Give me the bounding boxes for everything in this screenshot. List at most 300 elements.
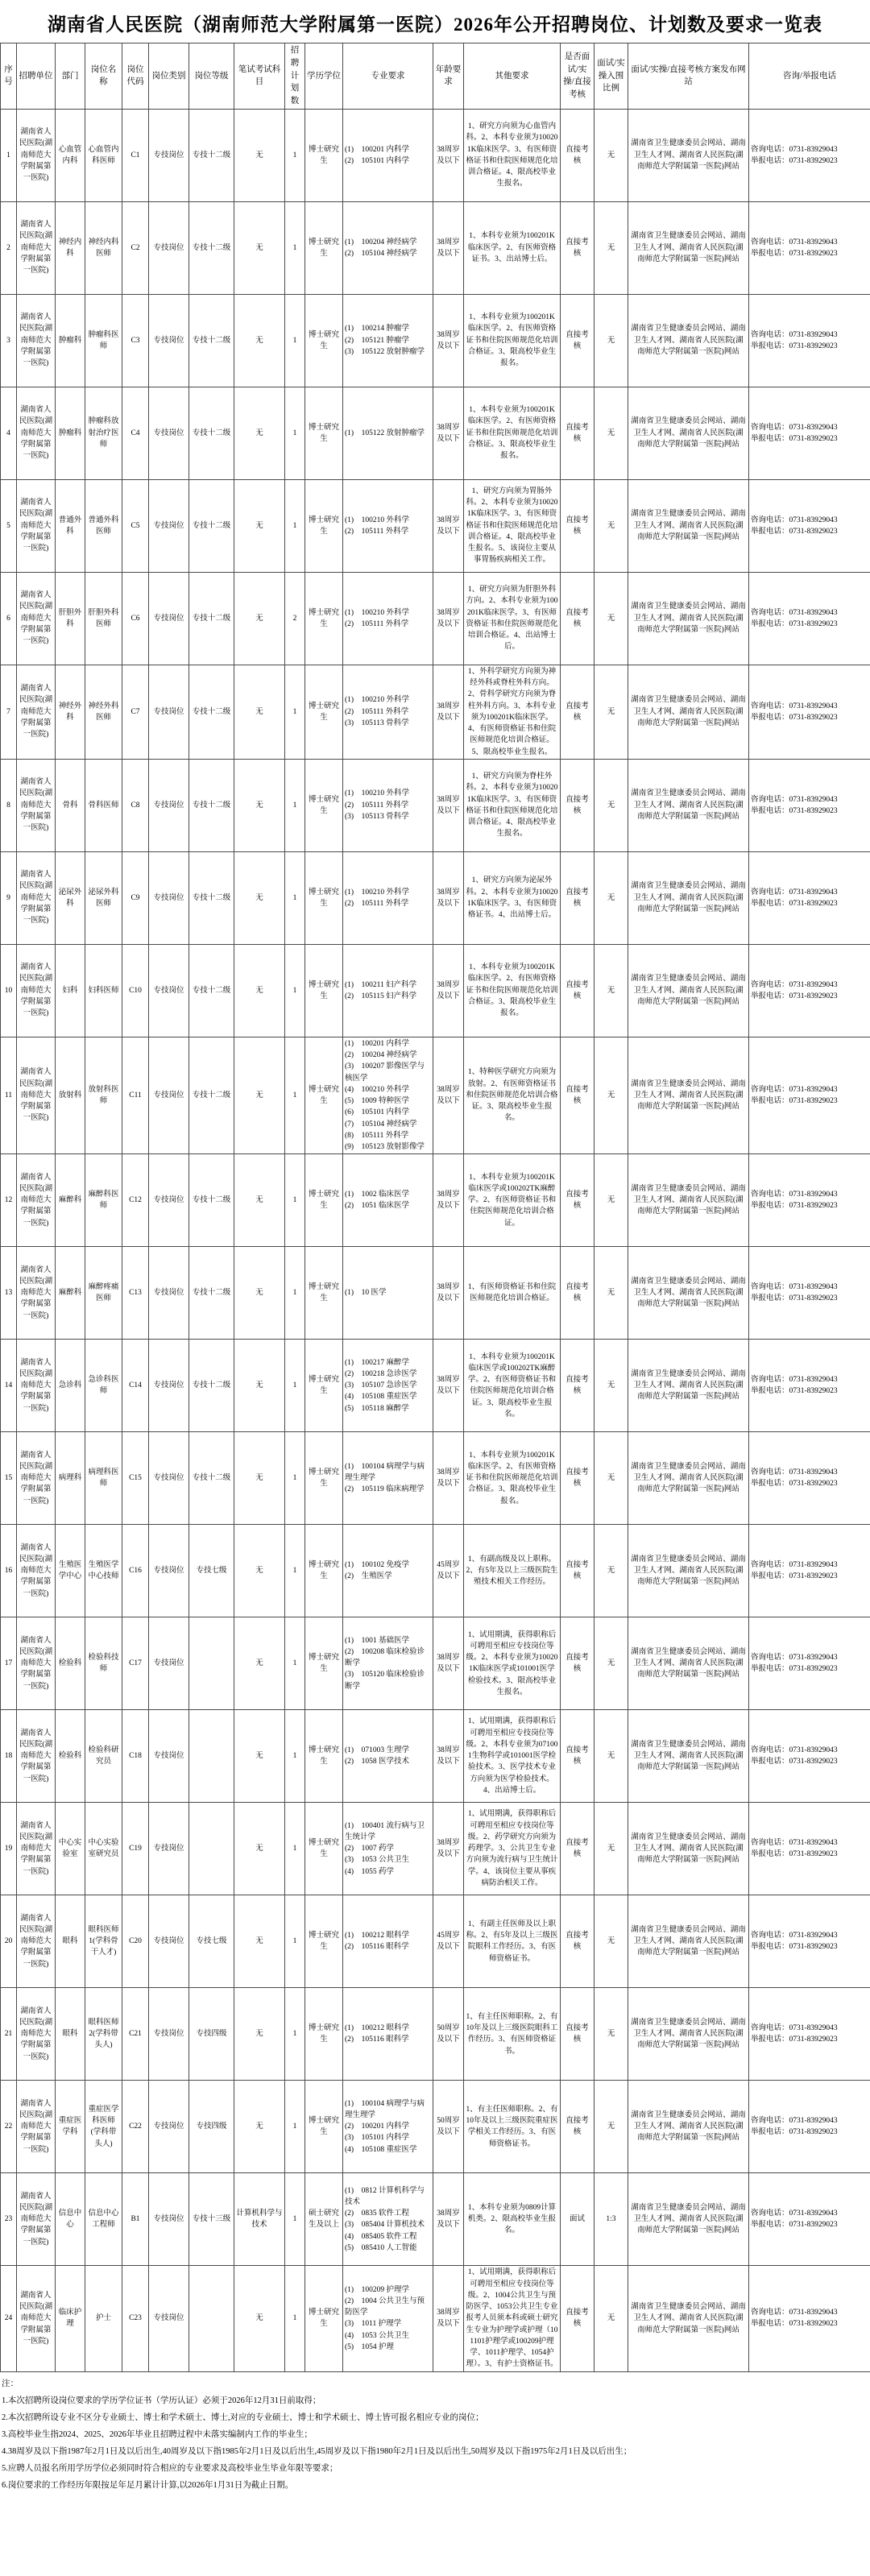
cell-phone: 咨询电话：0731-83929043 举报电话：0731-83929023 (749, 1525, 870, 1617)
col-other-req: 其他要求 (464, 43, 561, 110)
cell-majors: (1) 071003 生理学 (2) 1058 医学技术 (343, 1710, 433, 1803)
cell-grade (189, 1710, 234, 1803)
note-line: 1.本次招聘所设岗位要求的学历学位证书（学历认证）必须于2026年12月31日前取得； (2, 2396, 321, 2405)
cell-plan-count: 1 (285, 1988, 305, 2081)
cell-category: 专技岗位 (149, 2173, 189, 2266)
cell-assessment: 直接考核 (561, 759, 594, 851)
table-row (1, 2266, 870, 2371)
cell-plan-count: 1 (285, 1710, 305, 1803)
cell-age: 38周岁及以下 (433, 1710, 464, 1803)
cell-written-exam: 无 (234, 1525, 285, 1617)
cell-phone: 咨询电话：0731-83929043 举报电话：0731-83929023 (749, 1247, 870, 1340)
cell-dept: 急诊科 (56, 1340, 85, 1432)
cell-plan-count: 1 (285, 294, 305, 387)
cell-ratio: 无 (594, 1340, 628, 1432)
cell-category: 专技岗位 (149, 572, 189, 665)
cell-no: 5 (1, 479, 17, 572)
cell-assessment: 直接考核 (561, 1803, 594, 1895)
cell-post-name: 肝胆外科医师 (85, 572, 122, 665)
cell-category: 专技岗位 (149, 201, 189, 294)
cell-majors: (1) 100211 妇产科学 (2) 105115 妇产科学 (343, 944, 433, 1037)
cell-phone: 咨询电话：0731-83929043 举报电话：0731-83929023 (749, 2173, 870, 2266)
cell-plan-count: 1 (285, 479, 305, 572)
cell-ratio: 无 (594, 109, 628, 201)
job-table-body (1, 109, 870, 2371)
footnotes (0, 2372, 870, 2502)
cell-grade: 专技十二级 (189, 294, 234, 387)
cell-post-code: C1 (122, 109, 149, 201)
cell-phone: 咨询电话：0731-83929043 举报电话：0731-83929023 (749, 1988, 870, 2081)
cell-dept: 检验科 (56, 1617, 85, 1710)
cell-post-code: C20 (122, 1895, 149, 1988)
cell-grade: 专技七级 (189, 1895, 234, 1988)
cell-category: 专技岗位 (149, 944, 189, 1037)
cell-category: 专技岗位 (149, 1154, 189, 1247)
cell-degree: 博士研究生 (305, 1525, 343, 1617)
cell-age: 50周岁及以下 (433, 2081, 464, 2173)
col-assessment: 是否面试/实操/直接考核 (561, 43, 594, 110)
cell-ratio: 无 (594, 2266, 628, 2371)
cell-degree: 博士研究生 (305, 572, 343, 665)
cell-post-code: C9 (122, 851, 149, 944)
cell-written-exam: 无 (234, 665, 285, 759)
cell-dept: 眼科 (56, 1988, 85, 2081)
cell-written-exam: 无 (234, 1154, 285, 1247)
cell-phone: 咨询电话：0731-83929043 举报电话：0731-83929023 (749, 1154, 870, 1247)
cell-category: 专技岗位 (149, 1803, 189, 1895)
cell-other-req: 1、本科专业须为100201K临床医学。2、有医师资格证书和住院医师规范化培训合格证。3、限高校毕业生报名。 (464, 944, 561, 1037)
cell-phone: 咨询电话：0731-83929043 举报电话：0731-83929023 (749, 1432, 870, 1525)
cell-phone: 咨询电话：0731-83929043 举报电话：0731-83929023 (749, 294, 870, 387)
cell-other-req: 1、本科专业须为100201K临床医学或100202TK麻醉学。2、有医师资格证书和住院医师规范化培训合格证。 (464, 1154, 561, 1247)
cell-website: 湖南省卫生健康委员会网站、湖南卫生人才网、湖南省人民医院(湖南师范大学附属第一医院)网站 (628, 2173, 749, 2266)
cell-dept: 中心实验室 (56, 1803, 85, 1895)
cell-written-exam: 无 (234, 572, 285, 665)
cell-degree: 博士研究生 (305, 759, 343, 851)
cell-no: 23 (1, 2173, 17, 2266)
table-row (1, 1803, 870, 1895)
cell-assessment: 直接考核 (561, 1037, 594, 1154)
cell-category: 专技岗位 (149, 1525, 189, 1617)
cell-employer: 湖南省人民医院(湖南师范大学附属第一医院) (17, 1710, 56, 1803)
cell-ratio: 无 (594, 1617, 628, 1710)
cell-age: 38周岁及以下 (433, 1617, 464, 1710)
cell-majors: (1) 100210 外科学 (2) 105111 外科学 (3) 105113 骨科学 (343, 759, 433, 851)
cell-dept: 骨科 (56, 759, 85, 851)
cell-no: 6 (1, 572, 17, 665)
cell-other-req: 1、研究方向须为肝胆外科方向。2、本科专业须为100201K临床医学。3、有医师资格证书和住院医师规范化培训合格证。4、出站博士后。 (464, 572, 561, 665)
cell-other-req: 1、特种医学研究方向须为放射。2、有医师资格证书和住院医师规范化培训合格证。3、限高校毕业生报名。 (464, 1037, 561, 1154)
cell-assessment: 直接考核 (561, 2266, 594, 2371)
cell-majors: (1) 100201 内科学 (2) 100204 神经病学 (3) 100207 影像医学与核医学 (4) 100210 外科学 (5) 1009 特种医学 (6) 105101 内科学 (7) 105104 神经病学 (8) 105111 外科学 (9) 105123 放射影像学 (343, 1037, 433, 1154)
cell-assessment: 直接考核 (561, 851, 594, 944)
cell-dept: 妇科 (56, 944, 85, 1037)
cell-dept: 普通外科 (56, 479, 85, 572)
cell-phone: 咨询电话：0731-83929043 举报电话：0731-83929023 (749, 201, 870, 294)
cell-dept: 眼科 (56, 1895, 85, 1988)
cell-assessment: 直接考核 (561, 2081, 594, 2173)
cell-grade: 专技十二级 (189, 1340, 234, 1432)
cell-no: 20 (1, 1895, 17, 1988)
cell-plan-count: 1 (285, 944, 305, 1037)
cell-category: 专技岗位 (149, 294, 189, 387)
cell-dept: 生殖医学中心 (56, 1525, 85, 1617)
cell-grade: 专技十二级 (189, 851, 234, 944)
cell-dept: 信息中心 (56, 2173, 85, 2266)
cell-assessment: 直接考核 (561, 201, 594, 294)
cell-phone: 咨询电话：0731-83929043 举报电话：0731-83929023 (749, 572, 870, 665)
cell-ratio: 无 (594, 1525, 628, 1617)
cell-ratio: 无 (594, 479, 628, 572)
cell-no: 9 (1, 851, 17, 944)
cell-written-exam: 无 (234, 1432, 285, 1525)
cell-no: 24 (1, 2266, 17, 2371)
cell-dept: 心血管内科 (56, 109, 85, 201)
cell-other-req: 1、本科专业须为100201K临床医学。2、有医师资格证书和住院医师规范化培训合格证。3、限高校毕业生报名。 (464, 387, 561, 479)
cell-employer: 湖南省人民医院(湖南师范大学附属第一医院) (17, 201, 56, 294)
cell-website: 湖南省卫生健康委员会网站、湖南卫生人才网、湖南省人民医院(湖南师范大学附属第一医院)网站 (628, 572, 749, 665)
cell-majors: (1) 100212 眼科学 (2) 105116 眼科学 (343, 1895, 433, 1988)
cell-post-name: 检验科研究员 (85, 1710, 122, 1803)
cell-degree: 博士研究生 (305, 1710, 343, 1803)
cell-degree: 博士研究生 (305, 387, 343, 479)
cell-employer: 湖南省人民医院(湖南师范大学附属第一医院) (17, 851, 56, 944)
cell-employer: 湖南省人民医院(湖南师范大学附属第一医院) (17, 1803, 56, 1895)
cell-plan-count: 2 (285, 572, 305, 665)
cell-post-name: 眼科医师2(学科带头人) (85, 1988, 122, 2081)
cell-assessment: 直接考核 (561, 1988, 594, 2081)
cell-plan-count: 1 (285, 1617, 305, 1710)
cell-other-req: 1、研究方向须为脊柱外科。2、本科专业须为100201K临床医学。3、有医师资格证书和住院医师规范化培训合格证。4、限高校毕业生报名。 (464, 759, 561, 851)
cell-other-req: 1、本科专业须为100201K临床医学。2、有医师资格证书和住院医师规范化培训合格证。3、限高校毕业生报名。 (464, 294, 561, 387)
cell-assessment: 直接考核 (561, 387, 594, 479)
note-line: 5.应聘人员报名所用学历学位必须同时符合相应的专业要求及高校毕业生毕业年限等要求； (2, 2463, 338, 2473)
cell-ratio: 无 (594, 1803, 628, 1895)
cell-grade: 专技七级 (189, 1525, 234, 1617)
cell-written-exam: 无 (234, 387, 285, 479)
cell-degree: 博士研究生 (305, 1154, 343, 1247)
cell-grade: 专技十二级 (189, 1247, 234, 1340)
cell-plan-count: 1 (285, 2081, 305, 2173)
table-row (1, 851, 870, 944)
cell-employer: 湖南省人民医院(湖南师范大学附属第一医院) (17, 759, 56, 851)
cell-post-code: C19 (122, 1803, 149, 1895)
cell-written-exam: 无 (234, 1895, 285, 1988)
note-line: 2.本次招聘所设专业不区分专业硕士、博士和学术硕士、博士,对应的专业硕士、博士和学术硕士、博士皆可报名相应专业的岗位； (2, 2412, 484, 2422)
cell-website: 湖南省卫生健康委员会网站、湖南卫生人才网、湖南省人民医院(湖南师范大学附属第一医院)网站 (628, 294, 749, 387)
cell-ratio: 无 (594, 2081, 628, 2173)
cell-post-code: C17 (122, 1617, 149, 1710)
col-no: 序号 (1, 43, 17, 110)
col-plan-count: 招聘计划数 (285, 43, 305, 110)
cell-no: 19 (1, 1803, 17, 1895)
cell-post-name: 信息中心工程师 (85, 2173, 122, 2266)
cell-majors: (1) 100210 外科学 (2) 105111 外科学 (343, 479, 433, 572)
cell-phone: 咨询电话：0731-83929043 举报电话：0731-83929023 (749, 759, 870, 851)
cell-other-req: 1、试用期满，获得职称后可聘用至相应专技岗位等级。2、本科专业须为100201K临床医学或101001医学检验技术。3、限高校毕业生报名。 (464, 1617, 561, 1710)
col-majors: 专业要求 (343, 43, 433, 110)
cell-employer: 湖南省人民医院(湖南师范大学附属第一医院) (17, 1154, 56, 1247)
cell-post-name: 中心实验室研究员 (85, 1803, 122, 1895)
cell-dept: 肿瘤科 (56, 387, 85, 479)
cell-other-req: 1、研究方向须为心血管内科。2、本科专业须为100201K临床医学。3、有医师资格证书和住院医师规范化培训合格证。4、限高校毕业生报名。 (464, 109, 561, 201)
cell-category: 专技岗位 (149, 759, 189, 851)
cell-website: 湖南省卫生健康委员会网站、湖南卫生人才网、湖南省人民医院(湖南师范大学附属第一医院)网站 (628, 2081, 749, 2173)
cell-post-code: C8 (122, 759, 149, 851)
cell-plan-count: 1 (285, 109, 305, 201)
cell-plan-count: 1 (285, 1432, 305, 1525)
cell-assessment: 直接考核 (561, 1154, 594, 1247)
col-website: 面试/实操/直接考核方案发布网站 (628, 43, 749, 110)
col-phone: 咨询/举报电话 (749, 43, 870, 110)
cell-written-exam: 无 (234, 1710, 285, 1803)
cell-category: 专技岗位 (149, 2266, 189, 2371)
cell-plan-count: 1 (285, 201, 305, 294)
cell-post-name: 重症医学科医师(学科带头人) (85, 2081, 122, 2173)
cell-majors: (1) 100209 护理学 (2) 1004 公共卫生与预防医学 (3) 1011 护理学 (4) 1053 公共卫生 (5) 1054 护理 (343, 2266, 433, 2371)
cell-website: 湖南省卫生健康委员会网站、湖南卫生人才网、湖南省人民医院(湖南师范大学附属第一医院)网站 (628, 1803, 749, 1895)
cell-website: 湖南省卫生健康委员会网站、湖南卫生人才网、湖南省人民医院(湖南师范大学附属第一医院)网站 (628, 479, 749, 572)
col-ratio: 面试/实操入围比例 (594, 43, 628, 110)
cell-written-exam: 无 (234, 1617, 285, 1710)
cell-dept: 神经外科 (56, 665, 85, 759)
cell-degree: 博士研究生 (305, 109, 343, 201)
cell-age: 38周岁及以下 (433, 479, 464, 572)
table-row (1, 201, 870, 294)
cell-assessment: 直接考核 (561, 1340, 594, 1432)
cell-plan-count: 1 (285, 1803, 305, 1895)
cell-post-name: 心血管内科医师 (85, 109, 122, 201)
table-row (1, 1895, 870, 1988)
cell-written-exam: 无 (234, 479, 285, 572)
cell-degree: 博士研究生 (305, 294, 343, 387)
cell-dept: 肝胆外科 (56, 572, 85, 665)
cell-assessment: 直接考核 (561, 572, 594, 665)
cell-no: 4 (1, 387, 17, 479)
table-row (1, 1525, 870, 1617)
cell-no: 1 (1, 109, 17, 201)
cell-written-exam: 无 (234, 944, 285, 1037)
cell-age: 45周岁及以下 (433, 1895, 464, 1988)
cell-degree: 博士研究生 (305, 944, 343, 1037)
table-row (1, 109, 870, 201)
cell-website: 湖南省卫生健康委员会网站、湖南卫生人才网、湖南省人民医院(湖南师范大学附属第一医院)网站 (628, 2266, 749, 2371)
cell-assessment: 直接考核 (561, 1710, 594, 1803)
cell-majors: (1) 100102 免疫学 (2) 生殖医学 (343, 1525, 433, 1617)
cell-website: 湖南省卫生健康委员会网站、湖南卫生人才网、湖南省人民医院(湖南师范大学附属第一医院)网站 (628, 1525, 749, 1617)
cell-employer: 湖南省人民医院(湖南师范大学附属第一医院) (17, 479, 56, 572)
cell-written-exam: 无 (234, 294, 285, 387)
cell-post-code: C14 (122, 1340, 149, 1432)
cell-post-code: C15 (122, 1432, 149, 1525)
cell-ratio: 无 (594, 1154, 628, 1247)
col-grade: 岗位等级 (189, 43, 234, 110)
cell-degree: 博士研究生 (305, 1432, 343, 1525)
cell-ratio: 无 (594, 572, 628, 665)
table-row (1, 1154, 870, 1247)
cell-written-exam: 计算机科学与技术 (234, 2173, 285, 2266)
cell-no: 12 (1, 1154, 17, 1247)
cell-post-code: C5 (122, 479, 149, 572)
cell-written-exam: 无 (234, 2081, 285, 2173)
cell-no: 14 (1, 1340, 17, 1432)
cell-age: 38周岁及以下 (433, 294, 464, 387)
cell-post-name: 护士 (85, 2266, 122, 2371)
cell-degree: 博士研究生 (305, 1037, 343, 1154)
cell-employer: 湖南省人民医院(湖南师范大学附属第一医院) (17, 1988, 56, 2081)
cell-other-req: 1、本科专业须为100201K临床医学。2、有医师资格证书。3、出站博士后。 (464, 201, 561, 294)
cell-age: 38周岁及以下 (433, 759, 464, 851)
cell-age: 38周岁及以下 (433, 1340, 464, 1432)
table-row (1, 572, 870, 665)
cell-assessment: 直接考核 (561, 944, 594, 1037)
cell-plan-count: 1 (285, 759, 305, 851)
cell-category: 专技岗位 (149, 387, 189, 479)
cell-post-code: C7 (122, 665, 149, 759)
cell-post-name: 急诊科医师 (85, 1340, 122, 1432)
cell-plan-count: 1 (285, 1154, 305, 1247)
cell-age: 38周岁及以下 (433, 1432, 464, 1525)
cell-employer: 湖南省人民医院(湖南师范大学附属第一医院) (17, 944, 56, 1037)
cell-degree: 博士研究生 (305, 851, 343, 944)
cell-majors: (1) 100104 病理学与病理生理学 (2) 105119 临床病理学 (343, 1432, 433, 1525)
cell-employer: 湖南省人民医院(湖南师范大学附属第一医院) (17, 1340, 56, 1432)
cell-age: 38周岁及以下 (433, 572, 464, 665)
cell-plan-count: 1 (285, 1895, 305, 1988)
cell-category: 专技岗位 (149, 1247, 189, 1340)
cell-majors: (1) 100214 肿瘤学 (2) 105121 肿瘤学 (3) 105122 放射肿瘤学 (343, 294, 433, 387)
cell-post-code: C18 (122, 1710, 149, 1803)
cell-website: 湖南省卫生健康委员会网站、湖南卫生人才网、湖南省人民医院(湖南师范大学附属第一医院)网站 (628, 1340, 749, 1432)
cell-phone: 咨询电话：0731-83929043 举报电话：0731-83929023 (749, 1803, 870, 1895)
table-row (1, 1037, 870, 1154)
cell-age: 38周岁及以下 (433, 1154, 464, 1247)
col-category: 岗位类别 (149, 43, 189, 110)
cell-no: 18 (1, 1710, 17, 1803)
cell-employer: 湖南省人民医院(湖南师范大学附属第一医院) (17, 2081, 56, 2173)
cell-grade: 专技十二级 (189, 665, 234, 759)
cell-age: 38周岁及以下 (433, 2173, 464, 2266)
cell-phone: 咨询电话：0731-83929043 举报电话：0731-83929023 (749, 1340, 870, 1432)
cell-phone: 咨询电话：0731-83929043 举报电话：0731-83929023 (749, 944, 870, 1037)
cell-grade (189, 1803, 234, 1895)
cell-majors: (1) 1002 临床医学 (2) 1051 临床医学 (343, 1154, 433, 1247)
col-degree: 学历学位 (305, 43, 343, 110)
cell-plan-count: 1 (285, 387, 305, 479)
cell-category: 专技岗位 (149, 851, 189, 944)
cell-employer: 湖南省人民医院(湖南师范大学附属第一医院) (17, 1617, 56, 1710)
cell-ratio: 无 (594, 944, 628, 1037)
cell-ratio: 无 (594, 1895, 628, 1988)
cell-no: 16 (1, 1525, 17, 1617)
table-header (1, 43, 870, 110)
note-line: 4.38周岁及以下指1987年2月1日及以后出生,40周岁及以下指1985年2月1日及以后出生,45周岁及以下指1980年2月1日及以后出生,50周岁及以下指1975年2月1日及以后出生； (2, 2446, 632, 2456)
cell-post-name: 妇科医师 (85, 944, 122, 1037)
cell-dept: 肿瘤科 (56, 294, 85, 387)
cell-written-exam: 无 (234, 759, 285, 851)
cell-category: 专技岗位 (149, 1710, 189, 1803)
cell-dept: 麻醉科 (56, 1247, 85, 1340)
cell-employer: 湖南省人民医院(湖南师范大学附属第一医院) (17, 572, 56, 665)
cell-majors: (1) 105122 放射肿瘤学 (343, 387, 433, 479)
cell-no: 7 (1, 665, 17, 759)
cell-website: 湖南省卫生健康委员会网站、湖南卫生人才网、湖南省人民医院(湖南师范大学附属第一医院)网站 (628, 1617, 749, 1710)
cell-majors: (1) 100210 外科学 (2) 105111 外科学 (343, 851, 433, 944)
cell-employer: 湖南省人民医院(湖南师范大学附属第一医院) (17, 1037, 56, 1154)
cell-degree: 博士研究生 (305, 1247, 343, 1340)
cell-grade: 专技十三级 (189, 2173, 234, 2266)
cell-degree: 硕士研究生及以上 (305, 2173, 343, 2266)
cell-assessment: 直接考核 (561, 1895, 594, 1988)
cell-majors: (1) 100212 眼科学 (2) 105116 眼科学 (343, 1988, 433, 2081)
cell-category: 专技岗位 (149, 479, 189, 572)
cell-post-code: C22 (122, 2081, 149, 2173)
table-row (1, 479, 870, 572)
cell-website: 湖南省卫生健康委员会网站、湖南卫生人才网、湖南省人民医院(湖南师范大学附属第一医院)网站 (628, 1432, 749, 1525)
cell-written-exam: 无 (234, 201, 285, 294)
cell-assessment: 面试 (561, 2173, 594, 2266)
cell-no: 17 (1, 1617, 17, 1710)
cell-employer: 湖南省人民医院(湖南师范大学附属第一医院) (17, 2266, 56, 2371)
cell-majors: (1) 100201 内科学 (2) 105101 内科学 (343, 109, 433, 201)
cell-assessment: 直接考核 (561, 1617, 594, 1710)
cell-degree: 博士研究生 (305, 1340, 343, 1432)
cell-other-req: 1、有医师资格证书和住院医师规范化培训合格证。 (464, 1247, 561, 1340)
cell-grade: 专技十二级 (189, 944, 234, 1037)
cell-grade (189, 2266, 234, 2371)
cell-ratio: 无 (594, 1247, 628, 1340)
cell-grade: 专技四级 (189, 2081, 234, 2173)
cell-employer: 湖南省人民医院(湖南师范大学附属第一医院) (17, 1247, 56, 1340)
cell-dept: 重症医学科 (56, 2081, 85, 2173)
cell-no: 3 (1, 294, 17, 387)
cell-phone: 咨询电话：0731-83929043 举报电话：0731-83929023 (749, 109, 870, 201)
cell-category: 专技岗位 (149, 665, 189, 759)
cell-other-req: 1、试用期满，获得职称后可聘用至相应专技岗位等级。2、药学研究方向须为药理学。3、公共卫生专业方向须为流行病与卫生统计学。4、该岗位主要从事疾病防治相关工作。 (464, 1803, 561, 1895)
cell-phone: 咨询电话：0731-83929043 举报电话：0731-83929023 (749, 1895, 870, 1988)
cell-other-req: 1、本科专业须为100201K临床医学或100202TK麻醉学。2、有医师资格证书和住院医师规范化培训合格证。3、限高校毕业生报名。 (464, 1340, 561, 1432)
cell-age: 38周岁及以下 (433, 201, 464, 294)
cell-dept: 病理科 (56, 1432, 85, 1525)
cell-written-exam: 无 (234, 109, 285, 201)
cell-post-name: 眼科医师1(学科骨干人才) (85, 1895, 122, 1988)
cell-website: 湖南省卫生健康委员会网站、湖南卫生人才网、湖南省人民医院(湖南师范大学附属第一医院)网站 (628, 109, 749, 201)
table-row (1, 1617, 870, 1710)
cell-post-code: B1 (122, 2173, 149, 2266)
cell-phone: 咨询电话：0731-83929043 举报电话：0731-83929023 (749, 387, 870, 479)
page-title: 湖南省人民医院（湖南师范大学附属第一医院）2026年公开招聘岗位、计划数及要求一览表 (48, 14, 822, 35)
cell-post-name: 麻醉疼痛医师 (85, 1247, 122, 1340)
cell-plan-count: 1 (285, 2266, 305, 2371)
cell-age: 38周岁及以下 (433, 2266, 464, 2371)
cell-other-req: 1、外科学研究方向须为神经外科或脊柱外科方向。2、骨科学研究方向须为脊柱外科方向。3、本科专业须为100201K临床医学。4、有医师资格证书和住院医师规范化培训合格证。5、限高校毕业生报名。 (464, 665, 561, 759)
cell-post-code: C4 (122, 387, 149, 479)
col-post-code: 岗位代码 (122, 43, 149, 110)
cell-employer: 湖南省人民医院(湖南师范大学附属第一医院) (17, 665, 56, 759)
cell-employer: 湖南省人民医院(湖南师范大学附属第一医院) (17, 387, 56, 479)
cell-employer: 湖南省人民医院(湖南师范大学附属第一医院) (17, 1432, 56, 1525)
cell-website: 湖南省卫生健康委员会网站、湖南卫生人才网、湖南省人民医院(湖南师范大学附属第一医院)网站 (628, 387, 749, 479)
cell-other-req: 1、研究方向须为胃肠外科。2、本科专业须为100201K临床医学。3、有医师资格证书和住院医师规范化培训合格证。4、限高校毕业生报名。5、该岗位主要从事胃肠疾病相关工作。 (464, 479, 561, 572)
cell-employer: 湖南省人民医院(湖南师范大学附属第一医院) (17, 294, 56, 387)
cell-post-code: C6 (122, 572, 149, 665)
cell-phone: 咨询电话：0731-83929043 举报电话：0731-83929023 (749, 1037, 870, 1154)
table-row (1, 944, 870, 1037)
cell-post-name: 麻醉科医师 (85, 1154, 122, 1247)
cell-majors: (1) 100104 病理学与病理生理学 (2) 100201 内科学 (3) 105101 内科学 (4) 105108 重症医学 (343, 2081, 433, 2173)
cell-post-code: C11 (122, 1037, 149, 1154)
cell-age: 38周岁及以下 (433, 665, 464, 759)
